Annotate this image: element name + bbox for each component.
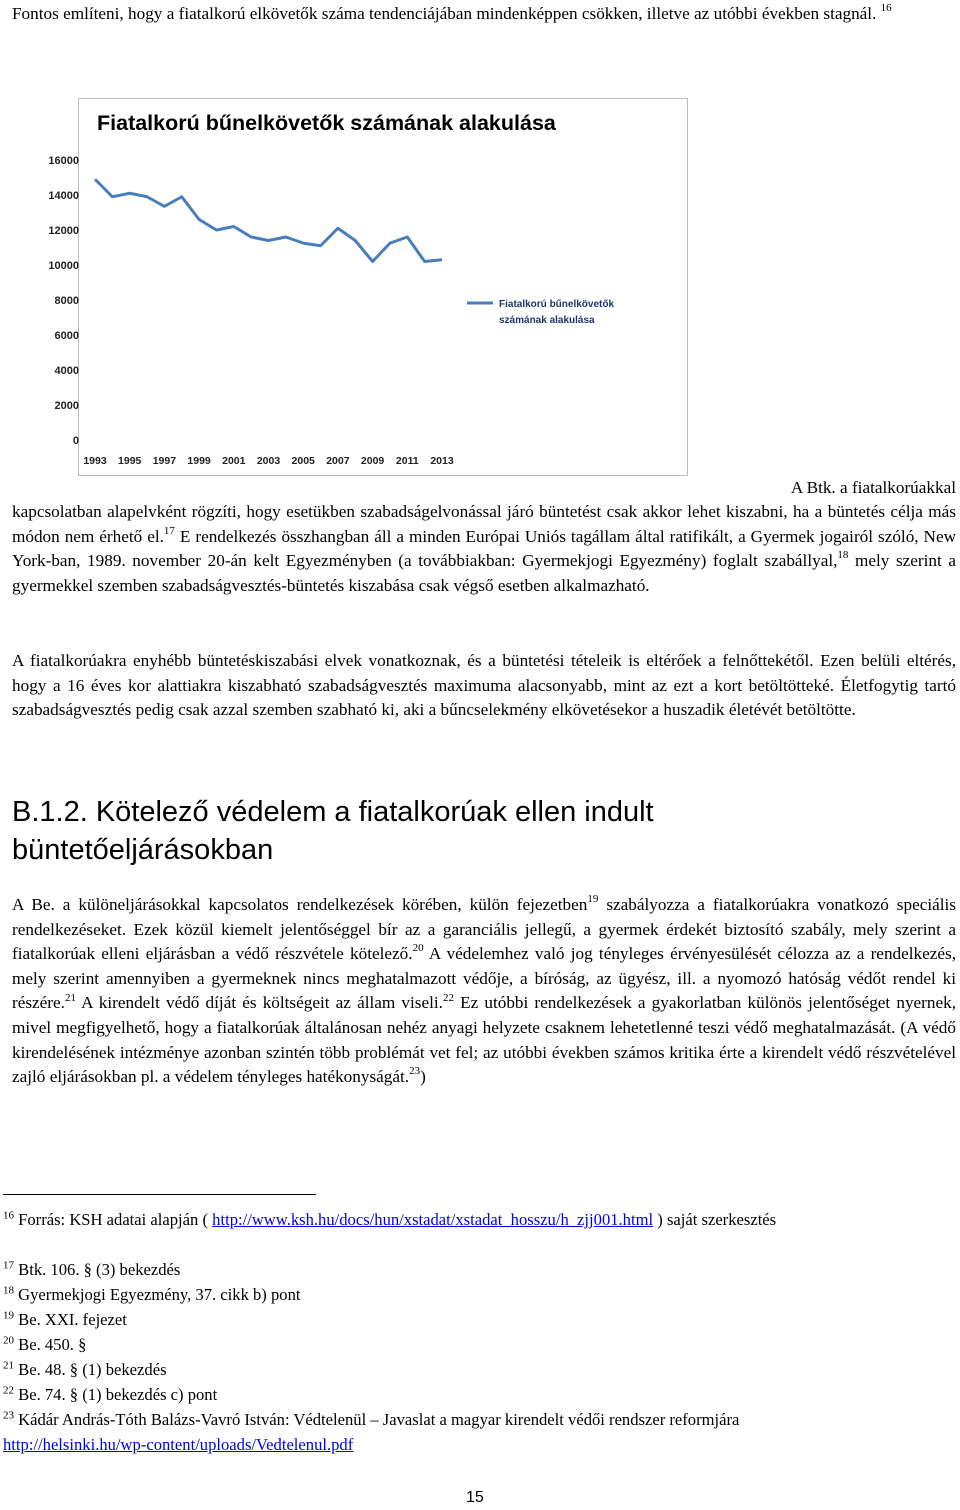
footnote-ref-21[interactable]: 21 [64, 991, 76, 1004]
footnote-17: $^{17}$ Btk. 106. § (3) bekezdés [3, 1259, 181, 1279]
legend-label: számának alakulása [499, 315, 595, 326]
x-tick-label: 1995 [118, 455, 142, 467]
footnote-16: $^{16}$ Forrás: KSH adatai alapján ( http://www.ksh.hu/docs/hun/xstadat/xstadat_hosszu/h_zjj001.html ) saját szerkesztés [3, 1209, 777, 1229]
para1-start: A Btk. a fiatalkorúakkal [790, 478, 956, 497]
footnote-ref-16[interactable]: 16 [880, 2, 892, 15]
chart-svg [48, 99, 689, 477]
footnote-23: $^{23}$ Kádár András-Tóth Balázs-Vavró István: Védtelenül – Javaslat a magyar kirendelt védői rendszer reformjára http://helsinki.hu/wp-content/uploads/Vedtelenul.pdf [3, 1409, 740, 1454]
x-tick-label: 1999 [187, 455, 211, 467]
x-tick-label: 1997 [152, 455, 177, 467]
x-tick-label: 2011 [395, 455, 419, 467]
paragraph-3: A Be. a különeljárásokkal kapcsolatos rendelkezések körében, külön fejezetben$^{19}$ szabályozza a fiatalkorúakra vonatkozó speciális rendelkezéseket. Ezek közül kiemelt jelentőséggel bír az a garanciális jellegű, a gyermek érdekét biztosító szabály, mely szerint a fiatalkorúak elleni eljárásban a védő részvétele kötelező.$^{20}$ A védelemhez való jog tényleges érvényesülését célozza az a rendelkezés, mely szerint amennyiben a gyermeknek nincs meghatalmazott védője, a bíróság, az ügyész, ill. a nyomozó hatóság védőt rendel ki részére.$^{21}$ A kirendelt védő díját és költségeit az állam viseli.$^{22}$ Ez utóbbi rendelkezések a gyakorlatban különös jelentőséget nyernek, mivel megfigyelhető, hogy a fiatalkorúak általánosan nehéz anyagi helyzete csaknem lehetetlenné teszi védő meghatalmazását. (A védő kirendelésének intézménye azonban szintén több problémát vet fel; az utóbbi években számos kritika érte a kirendelt védő részvételével zajló eljárásokban pl. a védelem tényleges hatékonyságát.$^{23}$) [12, 893, 957, 1087]
x-tick-label: 2007 [326, 455, 350, 467]
helsinki-link[interactable]: http://helsinki.hu/wp-content/uploads/Vedtelenul.pdf [3, 1434, 354, 1454]
page-number: 15 [466, 1489, 484, 1506]
x-tick-label: 1993 [83, 455, 107, 467]
y-tick-label: 4000 [54, 365, 79, 377]
y-tick-label: 6000 [54, 330, 79, 342]
paragraph-2: A fiatalkorúakra enyhébb büntetéskiszabási elvek vonatkoznak, és a büntetési tételeik is eltérőek a felnőttekétől. Ezen belüli eltérés, hogy a 16 éves kor alattiakra kiszabható szabadságvesztés maximuma alacsonyabb, mint az ezt a kort betöltötteké. Életfogytig tartó szabadságvesztés pedig csak azzal szemben szabható ki, aki a bűncselekmény elkövetésekor a huszadik életévét betöltötte. [12, 651, 956, 720]
section-heading: B.1.2. Kötelező védelem a fiatalkorúak ellen indult büntetőeljárásokban [12, 796, 654, 866]
intro-text: Fontos említeni, hogy a fiatalkorú elkövetők száma tendenciájában mindenképpen csökken, illetve az utóbbi években stagnál. [12, 4, 877, 23]
footnote-18: $^{18}$ Gyermekjogi Egyezmény, 37. cikk b) pont [3, 1284, 301, 1304]
ksh-link[interactable]: http://www.ksh.hu/docs/hun/xstadat/xstadat_hosszu/h_zjj001.html [212, 1210, 654, 1229]
footnote-22: $^{22}$ Be. 74. § (1) bekezdés c) pont [3, 1384, 218, 1404]
x-tick-label: 2005 [291, 455, 315, 467]
footnote-divider [3, 1194, 316, 1195]
y-tick-label: 12000 [48, 225, 79, 237]
footnote-20: $^{20}$ Be. 450. § [3, 1334, 87, 1354]
footnote-ref-17[interactable]: 17 [163, 524, 175, 537]
y-tick-label: 16000 [48, 155, 79, 167]
chart-title: Fiatalkorú bűnelkövetők számának alakulása [97, 111, 556, 135]
footnote-19: $^{19}$ Be. XXI. fejezet [3, 1309, 127, 1329]
x-tick-label: 2001 [222, 455, 246, 467]
footnote-ref-18[interactable]: 18 [837, 549, 849, 562]
line-chart [48, 98, 688, 476]
footnote-ref-19[interactable]: 19 [587, 893, 599, 906]
y-tick-label: 2000 [54, 400, 79, 412]
y-tick-label: 14000 [48, 190, 79, 202]
footnote-21: $^{21}$ Be. 48. § (1) bekezdés [3, 1359, 167, 1379]
footnote-ref-22[interactable]: 22 [442, 991, 454, 1004]
y-tick-label: 0 [72, 435, 79, 447]
paragraph-1: kapcsolatban alapelvként rögzíti, hogy esetükben szabadságelvonással járó büntetést csak akkor lehet kiszabni, ha a büntetés célja más módon nem érhető el.$^{17}$ E rendelkezés összhangban áll a minden Európai Uniós tagállam által ratifikált, a Gyermek jogairól szóló, New York-ban, 1989. november 20-án kelt Egyezményben (a továbbiakban: Gyermekjogi Egyezmény) foglalt szabállyal,$^{18}$ mely szerint a gyermekkel szemben szabadságvesztés-büntetés kiszabása csak végső esetben alkalmazható. [12, 502, 957, 595]
x-tick-label: 2009 [360, 455, 385, 467]
footnote-ref-23[interactable]: 23 [409, 1065, 421, 1078]
series-line [95, 179, 442, 261]
x-tick-label: 2003 [256, 455, 281, 467]
y-tick-label: 8000 [54, 295, 79, 307]
legend-label: Fiatalkorú bűnelkövetők [499, 299, 615, 310]
intro-paragraph [12, 2, 956, 27]
y-tick-label: 10000 [48, 260, 79, 272]
x-tick-label: 2013 [430, 455, 454, 467]
footnote-ref-20[interactable]: 20 [412, 942, 424, 955]
